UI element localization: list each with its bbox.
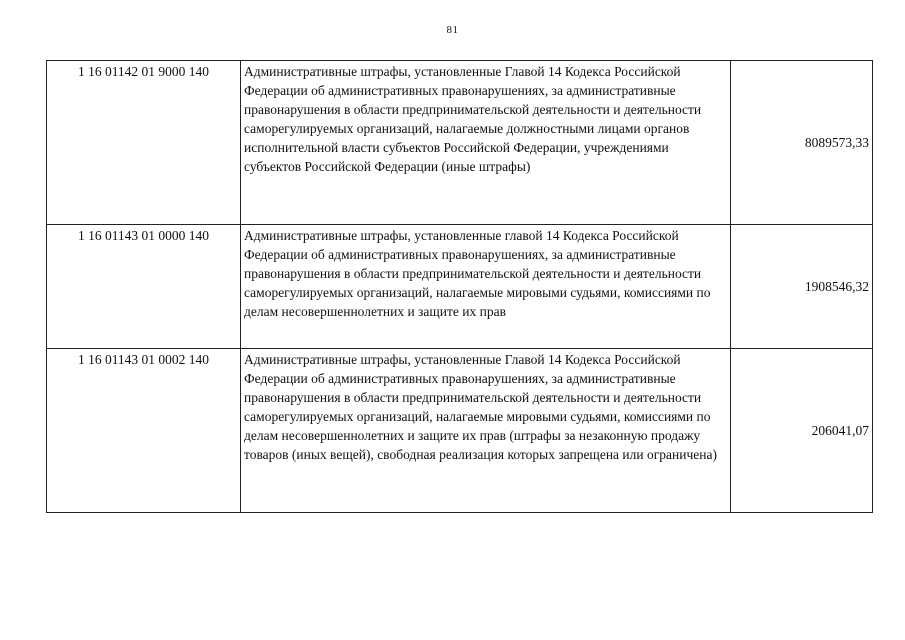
budget-revenue-table [46,60,873,513]
revenue-description: Административные штрафы, установленные Главой 14 Кодекса Российской Федерации об административных правонарушениях, за административные правонарушения в области предпринимательской деятельности и деятельности саморегулируемых организаций, налагаемые должностными лицами органов исполнительной власти субъектов Российской Федерации, учреждениями субъектов Российской Федерации (иные штрафы) [241,61,731,225]
budget-classification-code: 1 16 01143 01 0002 140 [47,349,241,513]
revenue-description: Административные штрафы, установленные главой 14 Кодекса Российской Федерации об административных правонарушениях, за административные правонарушения в области предпринимательской деятельности и деятельности саморегулируемых организаций, налагаемые мировыми судьями, комиссиями по делам несовершеннолетних и защите их прав [241,225,731,349]
revenue-amount: 1908546,32 [731,225,873,349]
table-row [47,61,873,225]
revenue-description: Административные штрафы, установленные Главой 14 Кодекса Российской Федерации об административных правонарушениях, за административные правонарушения в области предпринимательской деятельности и деятельности саморегулируемых организаций, налагаемые мировыми судьями, комиссиями по делам несовершеннолетних и защите их прав (штрафы за незаконную продажу товаров (иных вещей), свободная реализация которых запрещена или ограничена) [241,349,731,513]
revenue-amount: 8089573,33 [731,61,873,225]
table-row [47,225,873,349]
revenue-amount: 206041,07 [731,349,873,513]
budget-classification-code: 1 16 01142 01 9000 140 [47,61,241,225]
page-number: 81 [446,24,459,36]
table-row [47,349,873,513]
budget-classification-code: 1 16 01143 01 0000 140 [47,225,241,349]
